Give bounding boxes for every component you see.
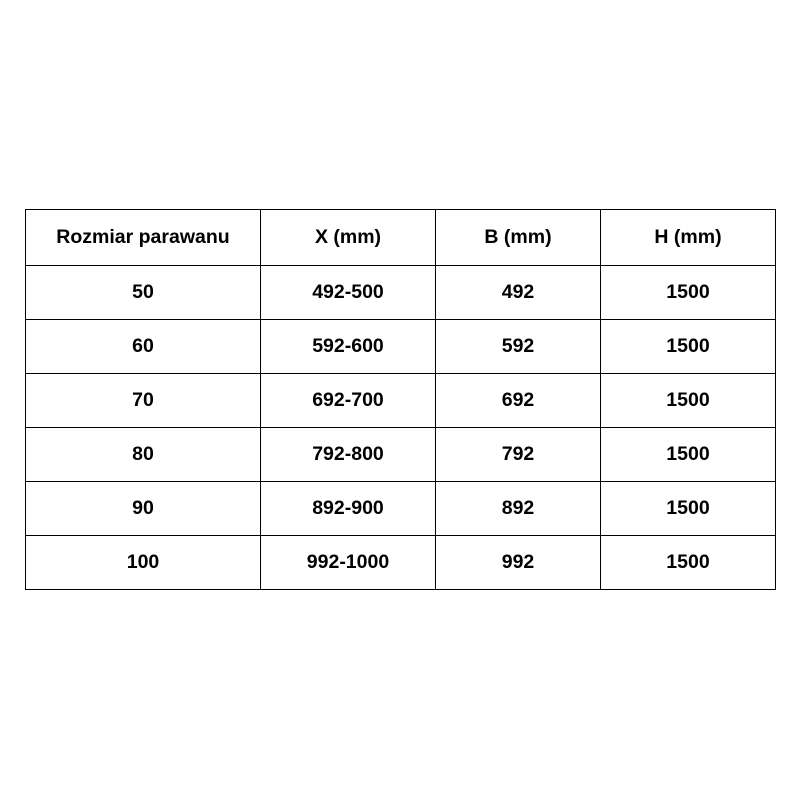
cell-h: 1500 bbox=[601, 266, 776, 320]
table-header bbox=[26, 210, 776, 266]
cell-h: 1500 bbox=[601, 482, 776, 536]
table-row bbox=[26, 428, 776, 482]
cell-h: 1500 bbox=[601, 374, 776, 428]
cell-size: 50 bbox=[26, 266, 261, 320]
cell-size: 70 bbox=[26, 374, 261, 428]
table-row bbox=[26, 374, 776, 428]
specification-table bbox=[25, 209, 776, 590]
column-header-b: B (mm) bbox=[436, 210, 601, 266]
cell-x: 892-900 bbox=[261, 482, 436, 536]
cell-b: 492 bbox=[436, 266, 601, 320]
table-header-row bbox=[26, 210, 776, 266]
cell-b: 892 bbox=[436, 482, 601, 536]
cell-size: 80 bbox=[26, 428, 261, 482]
column-header-x: X (mm) bbox=[261, 210, 436, 266]
table-row bbox=[26, 320, 776, 374]
cell-b: 592 bbox=[436, 320, 601, 374]
cell-b: 792 bbox=[436, 428, 601, 482]
cell-x: 992-1000 bbox=[261, 536, 436, 590]
table-row bbox=[26, 266, 776, 320]
cell-h: 1500 bbox=[601, 428, 776, 482]
cell-x: 492-500 bbox=[261, 266, 436, 320]
specification-table-container bbox=[25, 209, 775, 590]
cell-x: 792-800 bbox=[261, 428, 436, 482]
table-row bbox=[26, 482, 776, 536]
cell-h: 1500 bbox=[601, 536, 776, 590]
cell-b: 992 bbox=[436, 536, 601, 590]
table-row bbox=[26, 536, 776, 590]
table-body bbox=[26, 266, 776, 590]
cell-size: 90 bbox=[26, 482, 261, 536]
cell-b: 692 bbox=[436, 374, 601, 428]
column-header-size: Rozmiar parawanu bbox=[26, 210, 261, 266]
cell-size: 100 bbox=[26, 536, 261, 590]
cell-size: 60 bbox=[26, 320, 261, 374]
cell-x: 592-600 bbox=[261, 320, 436, 374]
cell-h: 1500 bbox=[601, 320, 776, 374]
column-header-h: H (mm) bbox=[601, 210, 776, 266]
cell-x: 692-700 bbox=[261, 374, 436, 428]
